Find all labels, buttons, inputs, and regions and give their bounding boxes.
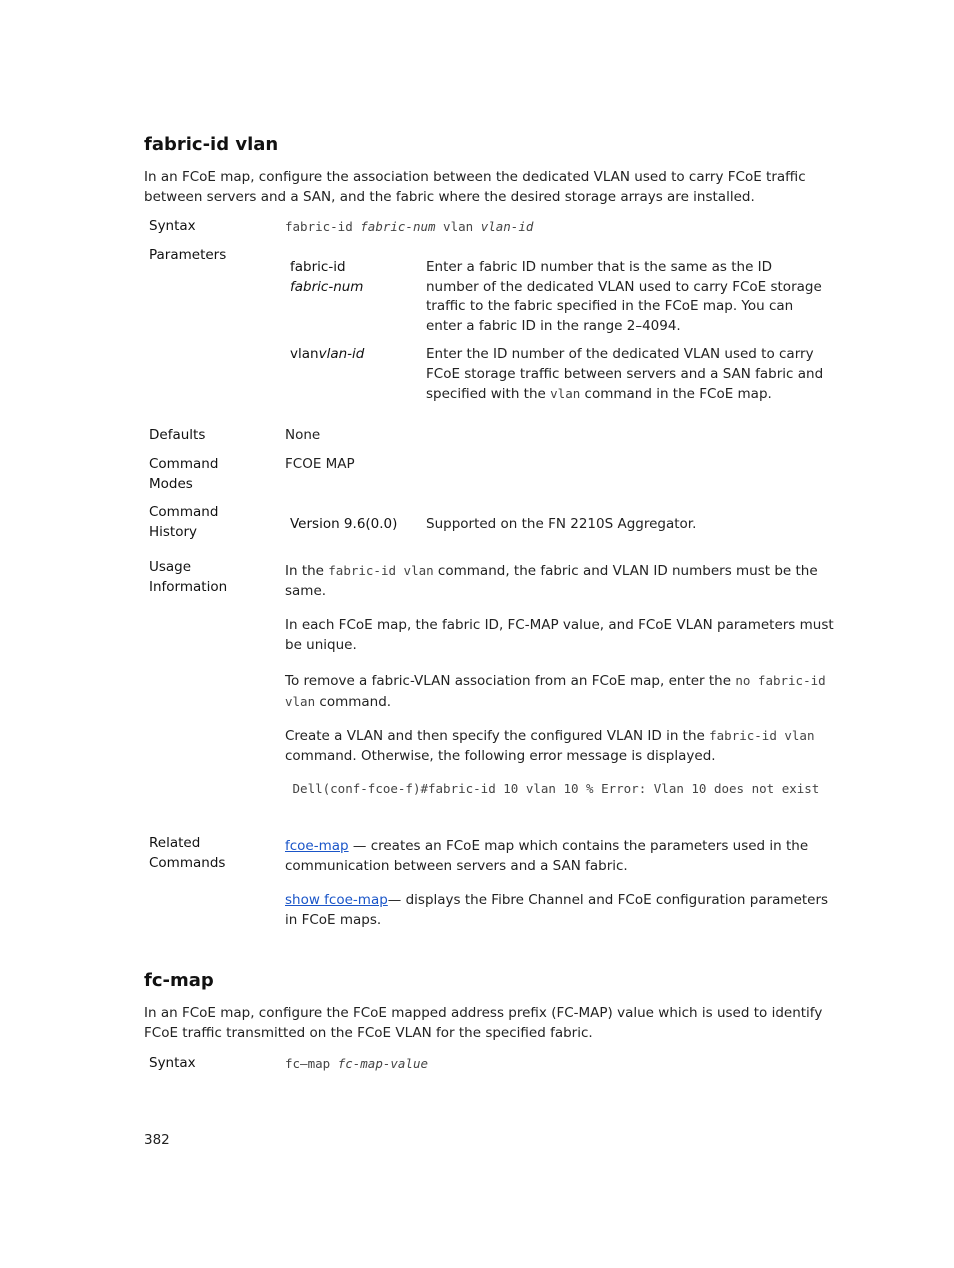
label-line: Usage — [149, 559, 192, 575]
command-history-label — [149, 503, 269, 542]
usage-text: To remove a fabric-VLAN association from an FCoE map, enter the — [285, 673, 736, 689]
usage-paragraph: In each FCoE map, the fabric ID, FC-MAP value, and FCoE VLAN parameters must be unique. — [285, 617, 834, 653]
usage-paragraph — [285, 671, 835, 712]
param-desc-text: Enter the ID number of the dedicated VLAN used to carry FCoE storage traffic between servers and a SAN fabric and specified with the — [426, 346, 824, 402]
defaults-label: Defaults — [149, 427, 206, 443]
param-desc-vlan — [426, 345, 826, 405]
label-line: History — [149, 523, 198, 540]
usage-information-row — [149, 558, 839, 820]
syntax-label: Syntax — [149, 1055, 196, 1071]
related-command-item — [285, 891, 835, 930]
related-commands-row — [149, 834, 839, 934]
usage-text: In the — [285, 563, 329, 579]
param-desc-fabric-id: Enter a fabric ID number that is the same as the ID number of the dedicated VLAN used to carry FCoE storage traffic to the fabric specified in the FCoE map. You can enter a fabric ID in the range 2–4094. — [426, 259, 822, 334]
usage-paragraph — [285, 561, 835, 601]
syntax-arg-fc-map-value: fc-map-value — [337, 1056, 428, 1071]
command-modes-value: FCOE MAP — [285, 456, 355, 472]
label-line: Information — [149, 578, 228, 595]
related-command-item — [285, 837, 835, 876]
param-key-line: fabric-id — [290, 259, 346, 275]
syntax-arg-vlan-id: vlan-id — [480, 219, 534, 234]
syntax-label: Syntax — [149, 218, 196, 234]
label-line: Related — [149, 835, 201, 851]
param-key-fabric-id — [290, 258, 420, 297]
defaults-value: None — [285, 427, 321, 443]
usage-code: no fabric-id vlan — [285, 673, 826, 709]
link-fcoe-map[interactable]: fcoe-map — [285, 838, 349, 854]
usage-code: fabric-id vlan — [328, 563, 434, 578]
command-history-row — [149, 503, 839, 543]
related-command-text: — creates an FCoE map which contains the parameters used in the communication between servers and a SAN fabric. — [285, 838, 809, 874]
label-line: Command — [149, 504, 219, 520]
parameters-row — [149, 246, 839, 406]
label-line: Command — [149, 456, 219, 472]
param-key-plain: vlan — [290, 346, 319, 362]
usage-text: command, the fabric and VLAN ID numbers must be the same. — [285, 563, 818, 599]
section-intro-fc-map: In an FCoE map, configure the FCoE mapped address prefix (FC-MAP) value which is used to identify FCoE traffic transmitted on the FCoE VLAN for the specified fabric. — [144, 1005, 823, 1041]
section-title-fabric-id-vlan: fabric-id vlan — [144, 134, 279, 155]
label-line: Commands — [149, 854, 226, 871]
syntax-cmd-part: fc—map — [285, 1056, 338, 1071]
syntax-command — [285, 217, 835, 237]
param-desc-code: vlan — [550, 386, 581, 401]
command-modes-label — [149, 455, 269, 494]
usage-text: command. — [315, 693, 392, 710]
syntax-cmd-part: vlan — [435, 219, 481, 234]
param-key-line: fabric-num — [290, 278, 364, 295]
syntax-arg-fabric-num: fabric-num — [360, 219, 436, 234]
syntax-command — [285, 1054, 835, 1074]
history-description: Supported on the FN 2210S Aggregator. — [426, 516, 697, 532]
error-message-code-block: Dell(conf-fcoe-f)#fabric-id 10 vlan 10 % Error: Vlan 10 does not exist — [285, 781, 820, 796]
history-version: Version 9.6(0.0) — [290, 516, 398, 532]
param-desc-text: command in the FCoE map. — [580, 386, 772, 402]
usage-code: fabric-id vlan — [709, 728, 815, 743]
syntax-cmd-part: fabric-id — [285, 219, 361, 234]
section-intro-fabric-id-vlan: In an FCoE map, configure the association between the dedicated VLAN used to carry FCoE traffic between servers and a SAN, and the fabric where the desired storage arrays are installed. — [144, 169, 806, 205]
related-command-text: — displays the Fibre Channel and FCoE configuration parameters in FCoE maps. — [285, 892, 829, 928]
param-key-italic: vlan-id — [318, 346, 365, 362]
usage-information-label — [149, 558, 269, 597]
page-number: 382 — [144, 1132, 170, 1148]
param-key-vlan — [290, 345, 420, 365]
usage-text: Create a VLAN and then specify the configured VLAN ID in the — [285, 728, 710, 744]
link-show-fcoe-map[interactable]: show fcoe-map — [285, 892, 388, 908]
section-title-fc-map: fc-map — [144, 970, 214, 991]
label-line: Modes — [149, 475, 193, 492]
usage-text: command. Otherwise, the following error message is displayed. — [285, 747, 716, 764]
related-commands-label — [149, 834, 269, 873]
parameters-label: Parameters — [149, 247, 227, 263]
usage-paragraph — [285, 726, 835, 766]
